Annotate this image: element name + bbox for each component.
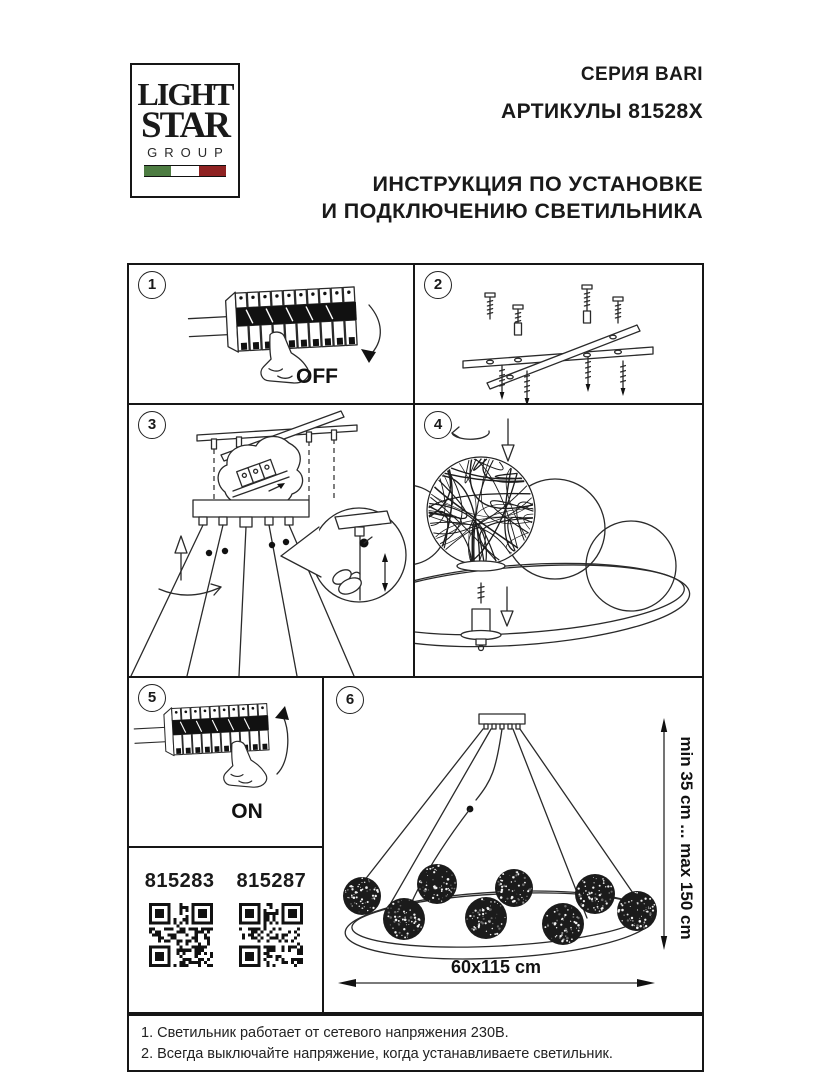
step-2-panel <box>415 265 702 403</box>
shade-ball <box>575 874 615 914</box>
shade-ball <box>617 891 657 931</box>
flag-green-segment <box>144 166 171 176</box>
vertical-dimension-label: min 35 cm ... max 150 cm <box>677 736 696 940</box>
instruction-title-line1: ИНСТРУКЦИЯ ПО УСТАНОВКЕ <box>372 172 703 196</box>
logo-word-light: LIGHT <box>137 76 233 112</box>
articles-label: АРТИКУЛЫ 81528X <box>501 100 703 123</box>
flag-red-segment <box>199 166 226 176</box>
step-1-illustration-breaker-off <box>129 265 413 403</box>
horizontal-dimension-label: 60x115 cm <box>450 957 542 977</box>
step-3-panel <box>129 405 413 676</box>
step-6-illustration-chandelier-dimensions <box>324 678 702 1012</box>
step-4-panel <box>415 405 702 676</box>
logo-word-group: GROUP <box>147 145 230 160</box>
flag-white-segment <box>171 166 198 176</box>
step-number-badge: 3 <box>138 411 166 439</box>
italian-flag-bar <box>144 165 226 177</box>
step-2-illustration-brackets <box>415 265 702 403</box>
step-6-panel <box>324 678 702 1012</box>
article-number-right: 815287 <box>236 870 307 892</box>
step-1-panel <box>129 265 413 403</box>
article-number-left: 815283 <box>144 870 215 892</box>
shade-ball <box>417 864 457 904</box>
qr-code-left <box>149 903 213 967</box>
steps-grid <box>127 263 704 1014</box>
series-label: СЕРИЯ BARI <box>580 64 703 85</box>
shade-ball <box>465 897 507 939</box>
lightstar-logo <box>130 63 240 198</box>
step-number-badge: 1 <box>138 271 166 299</box>
shade-ball <box>542 903 584 945</box>
step-3-illustration-canopy-wiring <box>129 405 413 676</box>
step-number-badge: 5 <box>138 684 166 712</box>
instruction-title-line2: И ПОДКЛЮЧЕНИЮ СВЕТИЛЬНИКА <box>321 199 703 223</box>
shade-ball <box>383 898 425 940</box>
shade-ball <box>343 877 381 915</box>
note-line-2: 2. Всегда выключайте напряжение, когда устанавливаете светильник. <box>141 1046 613 1062</box>
step-number-badge: 6 <box>336 686 364 714</box>
step-number-badge: 2 <box>424 271 452 299</box>
header-text-block <box>322 64 703 225</box>
off-label: OFF <box>296 365 338 388</box>
shade-ball <box>495 869 533 907</box>
note-line-1: 1. Светильник работает от сетевого напряжения 230В. <box>141 1025 509 1041</box>
articles-panel <box>129 848 322 1012</box>
notes-panel <box>127 1014 704 1072</box>
step-5-panel <box>129 678 322 846</box>
step-number-badge: 4 <box>424 411 452 439</box>
step-4-illustration-shade-mounting <box>415 405 702 676</box>
on-label: ON <box>231 800 263 823</box>
wire-ball-shade <box>427 457 535 565</box>
logo-word-star: STAR <box>141 105 229 146</box>
qr-code-right <box>239 903 303 967</box>
